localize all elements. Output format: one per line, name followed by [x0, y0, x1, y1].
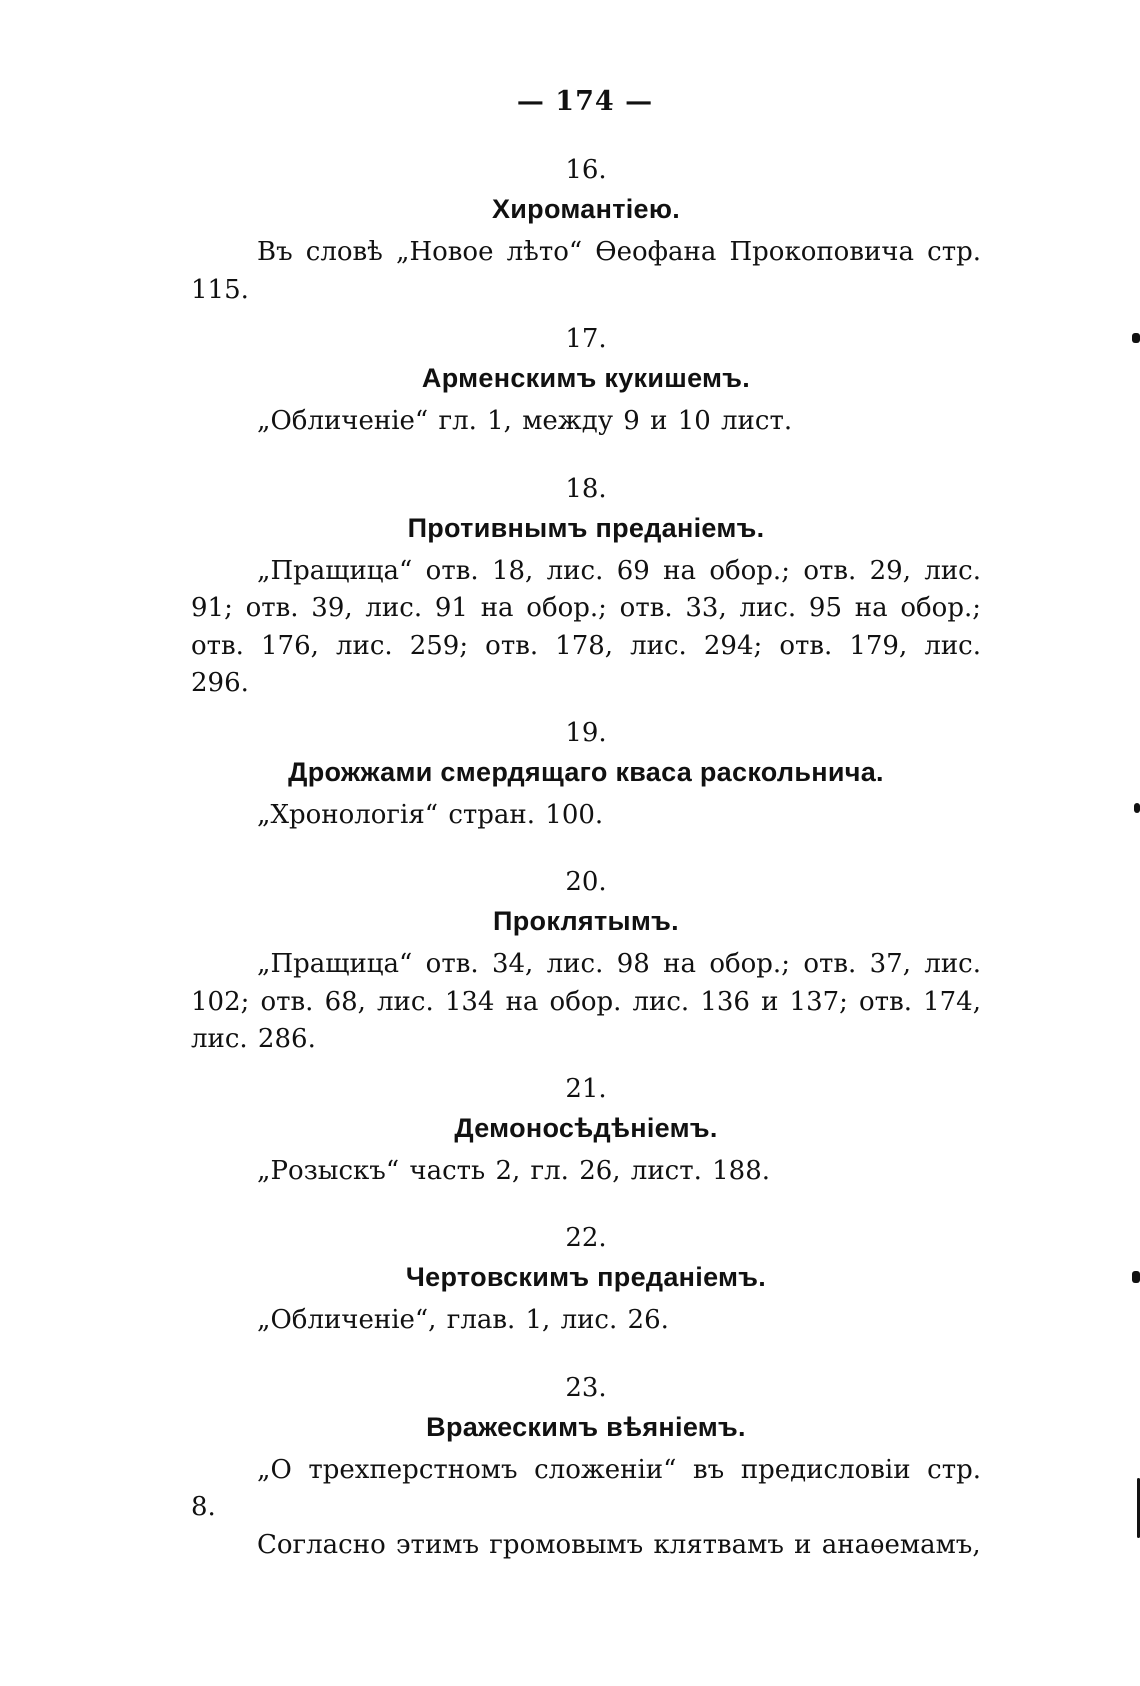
- entry-body: „Обличеніе“ гл. 1, между 9 и 10 лист.: [257, 406, 793, 436]
- scan-edge-mark: [1134, 803, 1140, 813]
- entry-number: 17.: [565, 324, 607, 354]
- page-content: [191, 152, 981, 1564]
- scan-edge-mark: [1132, 333, 1140, 343]
- entry-20: [191, 864, 981, 1059]
- entry-body: „Хронологія“ стран. 100.: [257, 799, 604, 830]
- entry-number: 22.: [565, 1223, 607, 1253]
- entry-title: Дрожжами смердящаго кваса раскольнича.: [288, 756, 884, 787]
- page-number: — 174 —: [516, 86, 654, 117]
- entry-number: 16.: [565, 155, 607, 185]
- entry-number: 21.: [565, 1073, 607, 1104]
- entry-19: [191, 715, 981, 835]
- entry-body: „Пращица“ отв. 34, лис. 98 на обор.; отв. 37, лис. 102; отв. 68, лис. 134 на обор. лис. 136 и 137; отв. 174, лис. 286.: [191, 949, 981, 1054]
- entry-number: 19.: [565, 717, 607, 748]
- entry-title: Демоносѣдѣніемъ.: [454, 1112, 718, 1143]
- entry-body: Въ словѣ „Новое лѣто“ Ѳеофана Прокоповича стр. 115.: [191, 237, 981, 305]
- entry-title: Чертовскимъ преданіемъ.: [405, 1262, 767, 1292]
- entry-18: [191, 471, 981, 703]
- entry-23: [191, 1370, 981, 1527]
- entry-22: [191, 1220, 981, 1340]
- entry-body: „Пращица“ отв. 18, лис. 69 на обор.; отв. 29, лис. 91; отв. 39, лис. 91 на обор.; отв. 33, лис. 95 на обор.; отв. 176, лис. 259; отв. 178, лис. 294; отв. 179, лис. 296.: [191, 555, 981, 698]
- entry-title: Противнымъ преданіемъ.: [407, 512, 765, 543]
- scan-edge-mark: [1132, 1271, 1140, 1283]
- entry-number: 23.: [565, 1372, 607, 1403]
- entry-body: „Обличеніе“, глав. 1, лис. 26.: [257, 1305, 669, 1335]
- entry-body: „О трехперстномъ сложеніи“ въ предисловіи стр. 8.: [191, 1454, 981, 1522]
- entry-number: 20.: [565, 867, 607, 897]
- entry-21: [191, 1071, 981, 1191]
- entry-body: „Розыскъ“ часть 2, гл. 26, лист. 188.: [257, 1155, 771, 1186]
- entry-16: [191, 152, 981, 309]
- closing-paragraph: Согласно этимъ громовымъ клятвамъ и анаѳемамъ,: [257, 1529, 981, 1560]
- entry-number: 18.: [565, 473, 607, 504]
- entry-title: Проклятымъ.: [493, 906, 679, 936]
- entry-17: [191, 321, 981, 441]
- entry-title: Хиромантіею.: [491, 194, 681, 224]
- entry-title: Арменскимъ кукишемъ.: [421, 363, 751, 393]
- entry-title: Вражескимъ вѣяніемъ.: [426, 1411, 746, 1442]
